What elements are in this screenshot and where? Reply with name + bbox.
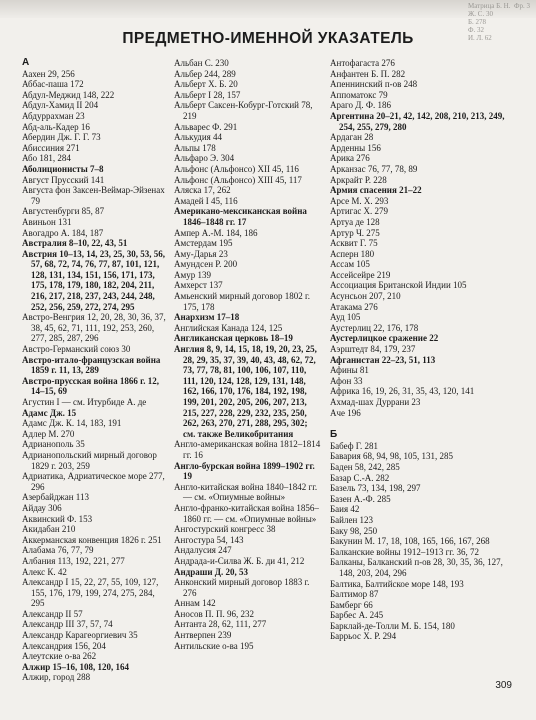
index-entry: Антофагаста 276 [330, 58, 395, 68]
index-entry-article: Англия 8, 9, 14, 15, 18, 19, 20, 23, 25, 28, 29, 35, 37, 39, 40, 43, 48, 62, 72, 73, 77, 78, 81, 100, 106, 107, 110, 111, 120, 124, 128, 129, 131, 148, 162, 166, 170, 176, 184, 192, 198, 199, 201, 202, 205, 206, 207, 213, 215, 227, 228, 229, 232, 235, 250, 262, 263, 270, 271, 288, 295, 302; см. также Великобритания [174, 344, 317, 439]
index-entry: Амьенский мирный договор 1802 г. 175, 178 [174, 291, 310, 312]
index-entry: Адамс Дж. К. 14, 183, 191 [22, 418, 122, 429]
index-entry: Азербайджан 113 [22, 492, 89, 503]
index-entry: Ассам 105 [330, 259, 370, 270]
index-entry: Англо-китайская война 1840–1842 гг. — см. «Опиумные войны» [174, 481, 318, 503]
index-entry: Амур 139 [174, 269, 211, 280]
index-entry: Адлер М. 270 [22, 428, 75, 439]
index-entry: Артур Ч. 275 [330, 227, 380, 238]
index-entry-article: Армия спасения 21–22 [330, 185, 422, 196]
index-entry: Алькудия 44 [174, 132, 223, 143]
index-entry: Английская Канада 124, 125 [174, 322, 283, 333]
index-entry: Авиньон 131 [22, 216, 72, 227]
index-entry: Ангостура 54, 143 [174, 534, 244, 545]
index-entry: Анфантен Б. П. 282 [330, 68, 406, 79]
index-entry: Артигас Х. 279 [330, 206, 389, 217]
index-entry: Амадей I 45, 116 [174, 195, 238, 206]
index-entry-article: Австро-итало-французская война 1859 г. 11, 13, 289 [22, 354, 161, 376]
index-entry: Баррьос Х. Р. 294 [330, 631, 397, 642]
index-entry: Або 181, 284 [22, 153, 71, 164]
index-column-middle [174, 58, 322, 651]
section-gap [330, 418, 518, 430]
index-entry: Авогадро А. 184, 187 [22, 227, 104, 238]
index-entry: Альпы 178 [174, 142, 216, 153]
index-entry-article: Алжир 15–16, 108, 120, 164 [22, 661, 130, 672]
index-entry: Амхерст 137 [174, 280, 223, 291]
index-entry: Байлен 123 [330, 514, 374, 525]
index-entry: Ампер А.-М. 184, 186 [174, 227, 258, 238]
index-entry: Акидабан 210 [22, 524, 76, 535]
index-entry: Альбан С. 230 [174, 58, 229, 68]
index-entry: Асунсьон 207, 210 [330, 291, 401, 302]
index-entry: Базар С.-А. 282 [330, 472, 390, 483]
index-entry: Аббас-паша 172 [22, 79, 84, 90]
page-title: ПРЕДМЕТНО-ИМЕННОЙ УКАЗАТЕЛЬ [122, 30, 414, 47]
index-entry: Аркрайт Р. 228 [330, 174, 387, 185]
index-entry-article: Австрия 10–13, 14, 23, 25, 30, 53, 56, 57, 68, 72, 74, 76, 77, 87, 101, 121, 128, 131, 134, 151, 156, 171, 173, 175, 178, 179, 180, 182, 204, 211, 216, 217, 218, 237, 243, 244, 248, 252, 256, 259, 272, 274, 295 [22, 248, 166, 312]
index-entry: Арканзас 76, 77, 78, 89 [330, 163, 418, 174]
index-entry: Бамберг 66 [330, 599, 373, 610]
index-entry: Ангостурский конгресс 38 [174, 524, 276, 535]
index-entry: Асперн 180 [330, 248, 375, 259]
index-entry: Араго Д. Ф. 186 [330, 100, 391, 111]
index-column-left [22, 58, 167, 683]
index-entry: Атакама 276 [330, 301, 378, 312]
index-entry: Абд-аль-Кадер 16 [22, 121, 90, 132]
index-entry: Август Прусский 141 [22, 174, 105, 185]
index-entry: Бавария 68, 94, 98, 105, 131, 285 [330, 451, 453, 462]
index-entry: Абдул-Меджид 148, 222 [22, 89, 115, 100]
index-entry: Баия 42 [330, 504, 360, 515]
index-entry: Балканы, Балканский п-ов 28, 30, 35, 36, 127, 148, 203, 204, 296 [330, 557, 503, 578]
index-entry: Артуа де 128 [330, 216, 380, 227]
index-entry: Австро-Германский союз 30 [22, 344, 131, 355]
index-entry: Александр II 57 [22, 608, 83, 619]
index-entry: Абиссиния 271 [22, 142, 80, 153]
index-entry-article: Анархизм 17–18 [174, 312, 240, 323]
index-entry: Александрия 156, 204 [22, 640, 106, 651]
index-entry: Барклай-де-Толли М. Б. 154, 180 [330, 620, 455, 631]
index-entry: Андалусия 247 [174, 545, 232, 556]
index-entry: Аму-Дарья 23 [174, 248, 228, 259]
index-column-right [330, 58, 518, 642]
index-entry: Арсе М. Х. 293 [330, 195, 389, 206]
index-entry: Альфаро Э. 304 [174, 153, 235, 164]
index-entry: Альфонс (Альфонсо) XIII 45, 117 [174, 174, 302, 185]
index-entry: Аустерлиц 22, 176, 178 [330, 322, 419, 333]
bleed-through-text: Матрица Б. Н. Фр. 3 Ж. С. 30 Б. 278 Ф. 32 И. Л. 62 [468, 2, 530, 42]
index-entry: Августенбурги 85, 87 [22, 206, 105, 217]
index-entry: Асквит Г. 75 [330, 238, 378, 249]
index-entry: Августа фон Заксен-Веймар-Эйзенах 79 [22, 185, 165, 206]
index-entry: Адрианополь 35 [22, 439, 85, 450]
index-entry-article: Аустерлицкое сражение 22 [330, 333, 439, 344]
index-entry: Агустин I — см. Итурбиде А. де [22, 397, 147, 407]
index-entry: Альберт Саксен-Кобург-Готский 78, 219 [174, 100, 313, 121]
index-entry: Антильские о-ва 195 [174, 640, 254, 651]
index-entry: Алабама 76, 77, 79 [22, 545, 94, 556]
index-entry: Абдул-Хамид II 204 [22, 100, 99, 111]
index-entry: Александр Карагеоргиевич 35 [22, 630, 138, 641]
index-entry: Аляска 17, 262 [174, 185, 231, 196]
index-entry: Адриатика, Адриатическое море 277, 296 [22, 471, 165, 492]
index-entry: Амстердам 195 [174, 238, 233, 249]
index-entry-article: Американо-мексиканская война 1846–1848 гг. 17 [174, 206, 307, 227]
index-entry: Альварес Ф. 291 [174, 121, 238, 132]
index-entry: Афины 81 [330, 365, 369, 376]
index-entry: Аахен 29, 256 [22, 68, 75, 79]
index-entry-article: Аболиционисты 7–8 [22, 163, 104, 174]
index-letter-heading: А [22, 57, 30, 68]
index-entry-article: Аргентина 20–21, 42, 142, 208, 210, 213, 249, 254, 255, 279, 280 [330, 110, 505, 132]
index-entry: Ассейсейре 219 [330, 269, 391, 280]
index-entry: Аккерманская конвенция 1826 г. 251 [22, 534, 162, 545]
index-entry: Апеннинский п-ов 248 [330, 79, 418, 90]
index-entry: Алекс К. 42 [22, 566, 67, 577]
index-entry: Аппоматокс 79 [330, 89, 388, 100]
index-entry-article: Австралия 8–10, 22, 43, 51 [22, 238, 128, 249]
index-entry: Англо-франко-китайская война 1856–1860 гг. — см. «Опиумные войны» [174, 502, 319, 524]
index-entry: Албания 113, 192, 221, 277 [22, 555, 125, 566]
index-entry: Аквинский Ф. 153 [22, 513, 93, 524]
index-entry: Алеутские о-ва 262 [22, 651, 97, 662]
index-entry: Аэрштедт 84, 179, 237 [330, 344, 416, 355]
index-entry: Абердин Дж. Г. Г. 73 [22, 132, 101, 143]
index-entry: Адрианопольский мирный договор 1829 г. 203, 259 [22, 449, 157, 471]
index-entry: Аннам 142 [174, 598, 216, 609]
index-entry: Аче 196 [330, 407, 361, 418]
index-entry: Базен А.-Ф. 285 [330, 493, 391, 504]
index-entry: Аносов П. П. 96, 232 [174, 608, 255, 619]
index-entry: Базель 73, 134, 198, 297 [330, 483, 421, 494]
index-entry: Анконский мирный договор 1883 г. 276 [174, 577, 310, 598]
index-entry: Ардаган 28 [330, 132, 374, 143]
index-entry: Александр I 15, 22, 27, 55, 109, 127, 155, 176, 179, 199, 274, 275, 284, 295 [22, 577, 159, 609]
index-entry: Андрада-и-Силва Ж. Б. ди 41, 212 [174, 555, 305, 566]
index-entry: Альберт I 28, 157 [174, 89, 241, 100]
index-entry-article: Адамс Дж. 15 [22, 407, 77, 418]
index-entry: Альфонс (Альфонсо) XII 45, 116 [174, 163, 299, 174]
index-entry: Арика 276 [330, 153, 370, 164]
index-entry: Баден 58, 242, 285 [330, 461, 400, 472]
index-entry: Африка 16, 19, 26, 31, 35, 43, 120, 141 [330, 386, 475, 397]
index-entry: Балканские войны 1912–1913 гг. 36, 72 [330, 546, 479, 557]
index-entry: Бакунин М. 17, 18, 108, 165, 166, 167, 268 [330, 536, 490, 547]
index-entry: Афон 33 [330, 375, 363, 386]
index-entry: Балтика, Балтийское море 148, 193 [330, 578, 464, 589]
index-entry: Алжир, город 288 [22, 672, 91, 683]
index-entry-article: Австро-прусская война 1866 г. 12, 14–15, 69 [22, 375, 159, 397]
index-entry: Англо-американская война 1812–1814 гг. 16 [174, 439, 321, 460]
index-entry: Антверпен 239 [174, 630, 232, 641]
index-letter-heading: Б [330, 429, 338, 441]
index-entry: Альберт Х. Б. 20 [174, 79, 238, 90]
index-entry-article: Андраши Д. 20, 53 [174, 566, 248, 577]
index-entry: Антанта 28, 62, 111, 277 [174, 619, 267, 630]
index-entry: Балтимор 87 [330, 589, 379, 600]
index-entry: Айдау 306 [22, 502, 62, 513]
index-entry-article: Англо-бурская война 1899–1902 гг. 19 [174, 460, 315, 482]
index-entry: Бабеф Г. 281 [330, 440, 378, 451]
index-entry: Ассоциация Британской Индии 105 [330, 280, 467, 291]
index-entry-article: Англиканская церковь 18–19 [174, 333, 293, 344]
index-entry: Арденны 156 [330, 142, 381, 153]
index-entry: Барбес А. 245 [330, 610, 384, 621]
index-entry: Альбер 244, 289 [174, 68, 236, 79]
page-number: 309 [495, 680, 512, 691]
index-entry: Баку 98, 250 [330, 525, 378, 536]
index-entry: Ауд 105 [330, 312, 361, 323]
index-entry: Амундсен Р. 200 [174, 259, 238, 270]
index-entry: Ахмад-шах Дуррани 23 [330, 397, 421, 407]
index-entry: Абдуррахман 23 [22, 110, 85, 121]
index-entry: Австро-Венгрия 12, 20, 28, 30, 36, 37, 38, 45, 62, 71, 111, 192, 253, 260, 277, 285, 287, 296 [22, 312, 166, 344]
index-entry-article: Афганистан 22–23, 51, 113 [330, 354, 436, 365]
index-entry: Александр III 37, 57, 74 [22, 619, 113, 630]
